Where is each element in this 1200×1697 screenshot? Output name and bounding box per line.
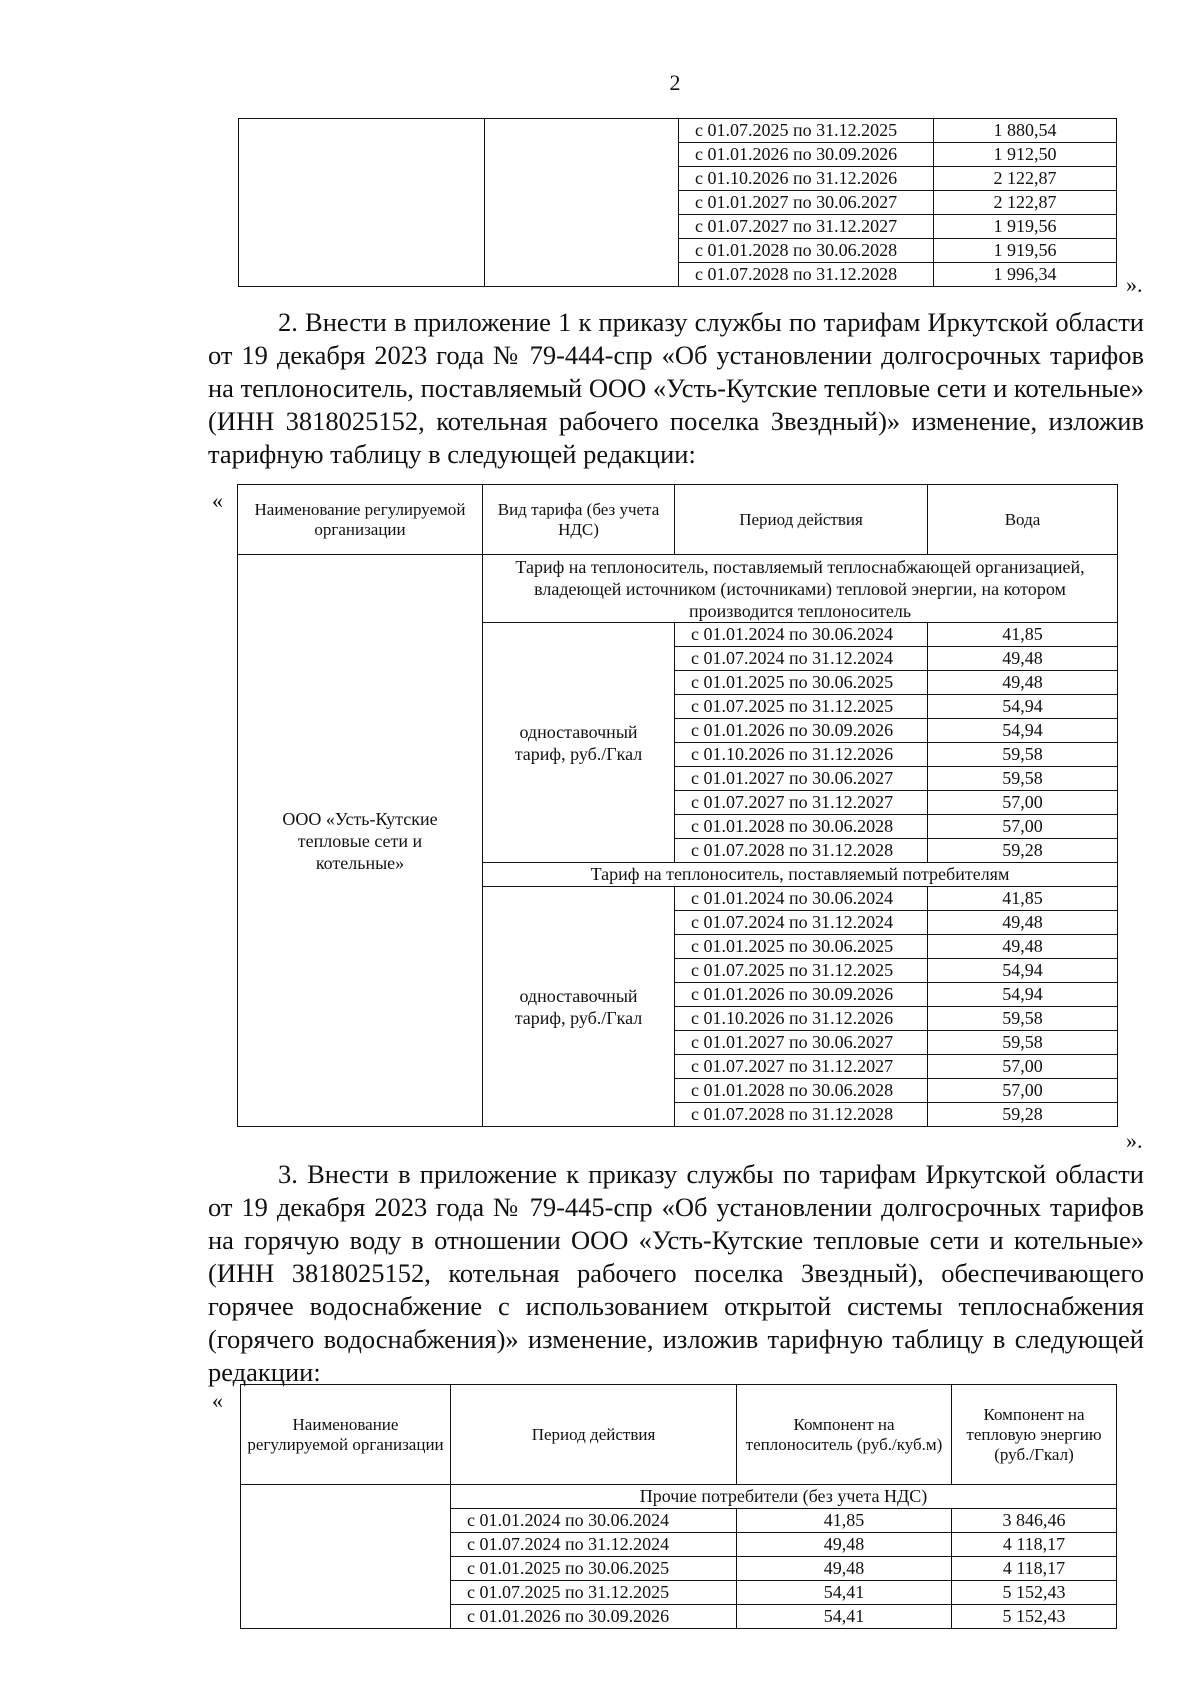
section-title-row — [238, 555, 1118, 623]
period-cell: с 01.07.2027 по 31.12.2027 — [675, 1055, 928, 1079]
section-title-row — [241, 1485, 1117, 1509]
table-header-row — [241, 1385, 1117, 1485]
period-cell: с 01.01.2028 по 30.06.2028 — [675, 815, 928, 839]
value-cell: 57,00 — [928, 1055, 1118, 1079]
section-1-title: Тариф на теплоноситель, поставляемый теплоснабжающей организацией, владеющей источником (источниками) тепловой энергии, на котором производится теплоноситель — [483, 555, 1118, 623]
period-cell: с 01.01.2024 по 30.06.2024 — [675, 887, 928, 911]
value-cell: 49,48 — [928, 935, 1118, 959]
value-cell: 59,58 — [928, 1031, 1118, 1055]
period-cell: с 01.07.2025 по 31.12.2025 — [679, 119, 934, 143]
value-cell: 54,94 — [928, 719, 1118, 743]
period-cell: с 01.07.2025 по 31.12.2025 — [675, 695, 928, 719]
section-2-tariff-type: одноставочный тариф, руб./Гкал — [483, 887, 675, 1127]
org-name-cell: ООО «Усть-Кутские тепловые сети и котельные» — [238, 555, 483, 1127]
header-carrier-component: Компонент на теплоноситель (руб./куб.м) — [737, 1385, 952, 1485]
header-tariff-type: Вид тарифа (без учета НДС) — [483, 485, 675, 555]
opening-quote-3: « — [212, 1388, 223, 1413]
value-cell: 57,00 — [928, 1079, 1118, 1103]
value-cell: 59,58 — [928, 1007, 1118, 1031]
period-cell: с 01.01.2024 по 30.06.2024 — [675, 623, 928, 647]
section-1-tariff-type: одноставочный тариф, руб./Гкал — [483, 623, 675, 863]
energy-value-cell: 5 152,43 — [952, 1581, 1117, 1605]
carrier-value-cell: 49,48 — [737, 1533, 952, 1557]
value-cell: 54,94 — [928, 695, 1118, 719]
closing-quote-2: ». — [1126, 1128, 1143, 1153]
type-cell-empty — [485, 119, 679, 287]
carrier-value-cell: 41,85 — [737, 1509, 952, 1533]
period-cell: с 01.07.2028 по 31.12.2028 — [675, 1103, 928, 1127]
value-cell: 1 996,34 — [934, 263, 1117, 287]
energy-value-cell: 3 846,46 — [952, 1509, 1117, 1533]
value-cell: 59,58 — [928, 767, 1118, 791]
hot-water-tariff-table — [240, 1384, 1117, 1629]
period-cell: с 01.10.2026 по 31.12.2026 — [675, 1007, 928, 1031]
period-cell: с 01.07.2028 по 31.12.2028 — [675, 839, 928, 863]
opening-quote-2: « — [212, 488, 223, 513]
section-title: Прочие потребители (без учета НДС) — [451, 1485, 1117, 1509]
value-cell: 59,58 — [928, 743, 1118, 767]
value-cell: 57,00 — [928, 815, 1118, 839]
header-org: Наименование регулируемой организации — [241, 1385, 451, 1485]
energy-value-cell: 5 152,43 — [952, 1605, 1117, 1629]
period-cell: с 01.10.2026 по 31.12.2026 — [675, 743, 928, 767]
value-cell: 1 912,50 — [934, 143, 1117, 167]
period-cell: с 01.07.2025 по 31.12.2025 — [675, 959, 928, 983]
value-cell: 59,28 — [928, 839, 1118, 863]
value-cell: 59,28 — [928, 1103, 1118, 1127]
period-cell: с 01.01.2024 по 30.06.2024 — [451, 1509, 737, 1533]
period-cell: с 01.07.2027 по 31.12.2027 — [679, 215, 934, 239]
tariff-table-continuation — [238, 118, 1117, 287]
energy-value-cell: 4 118,17 — [952, 1533, 1117, 1557]
header-period: Период действия — [675, 485, 928, 555]
period-cell: с 01.01.2025 по 30.06.2025 — [675, 671, 928, 695]
period-cell: с 01.01.2026 по 30.09.2026 — [679, 143, 934, 167]
period-cell: с 01.01.2028 по 30.06.2028 — [675, 1079, 928, 1103]
paragraph-2-text: 2. Внести в приложение 1 к приказу службы по тарифам Иркутской области от 19 декабря 2023 года № 79-444-спр «Об установлении долгосрочных тарифов на теплоноситель, поставляемый ООО «Усть-Кутские тепловые сети и котельные» (ИНН 3818025152, котельная рабочего поселка Звездный)» изменение, изложив тарифную таблицу в следующей редакции: — [208, 307, 1144, 469]
header-period: Период действия — [451, 1385, 737, 1485]
value-cell: 41,85 — [928, 623, 1118, 647]
period-cell: с 01.10.2026 по 31.12.2026 — [679, 167, 934, 191]
period-cell: с 01.07.2028 по 31.12.2028 — [679, 263, 934, 287]
period-cell: с 01.01.2027 по 30.06.2027 — [679, 191, 934, 215]
value-cell: 1 919,56 — [934, 239, 1117, 263]
paragraph-3 — [208, 1158, 1144, 1389]
header-org: Наименование регулируемой организации — [238, 485, 483, 555]
paragraph-3-text: 3. Внести в приложение к приказу службы по тарифам Иркутской области от 19 декабря 2023 года № 79-445-спр «Об установлении долгосрочных тарифов на горячую воду в отношении ООО «Усть-Кутские тепловые сети и котельные» (ИНН 3818025152, котельная рабочего поселка Звездный), обеспечивающего горячее водоснабжение с использованием открытой системы теплоснабжения (горячего водоснабжения)» изменение, изложив тарифную таблицу в следующей редакции: — [208, 1159, 1144, 1387]
closing-quote-1: ». — [1126, 272, 1143, 297]
carrier-tariff-table — [237, 484, 1118, 1127]
period-cell: с 01.07.2024 по 31.12.2024 — [451, 1533, 737, 1557]
value-cell: 54,94 — [928, 983, 1118, 1007]
period-cell: с 01.01.2027 по 30.06.2027 — [675, 767, 928, 791]
period-cell: с 01.07.2027 по 31.12.2027 — [675, 791, 928, 815]
page-number: 2 — [669, 70, 681, 95]
table-row — [239, 119, 1117, 143]
period-cell: с 01.07.2024 по 31.12.2024 — [675, 911, 928, 935]
energy-value-cell: 4 118,17 — [952, 1557, 1117, 1581]
carrier-value-cell: 49,48 — [737, 1557, 952, 1581]
org-cell-empty — [241, 1485, 451, 1629]
value-cell: 49,48 — [928, 911, 1118, 935]
carrier-value-cell: 54,41 — [737, 1581, 952, 1605]
paragraph-2 — [208, 306, 1144, 471]
value-cell: 57,00 — [928, 791, 1118, 815]
section-2-title: Тариф на теплоноситель, поставляемый потребителям — [483, 863, 1118, 887]
header-water: Вода — [928, 485, 1118, 555]
period-cell: с 01.01.2025 по 30.06.2025 — [675, 935, 928, 959]
period-cell: с 01.01.2027 по 30.06.2027 — [675, 1031, 928, 1055]
org-cell-empty — [239, 119, 485, 287]
period-cell: с 01.07.2024 по 31.12.2024 — [675, 647, 928, 671]
value-cell: 2 122,87 — [934, 167, 1117, 191]
value-cell: 1 880,54 — [934, 119, 1117, 143]
value-cell: 1 919,56 — [934, 215, 1117, 239]
table-header-row — [238, 485, 1118, 555]
value-cell: 54,94 — [928, 959, 1118, 983]
period-cell: с 01.01.2026 по 30.09.2026 — [451, 1605, 737, 1629]
value-cell: 49,48 — [928, 647, 1118, 671]
period-cell: с 01.07.2025 по 31.12.2025 — [451, 1581, 737, 1605]
period-cell: с 01.01.2026 по 30.09.2026 — [675, 719, 928, 743]
value-cell: 49,48 — [928, 671, 1118, 695]
value-cell: 2 122,87 — [934, 191, 1117, 215]
period-cell: с 01.01.2026 по 30.09.2026 — [675, 983, 928, 1007]
carrier-value-cell: 54,41 — [737, 1605, 952, 1629]
period-cell: с 01.01.2025 по 30.06.2025 — [451, 1557, 737, 1581]
header-energy-component: Компонент на тепловую энергию (руб./Гкал) — [952, 1385, 1117, 1485]
value-cell: 41,85 — [928, 887, 1118, 911]
period-cell: с 01.01.2028 по 30.06.2028 — [679, 239, 934, 263]
